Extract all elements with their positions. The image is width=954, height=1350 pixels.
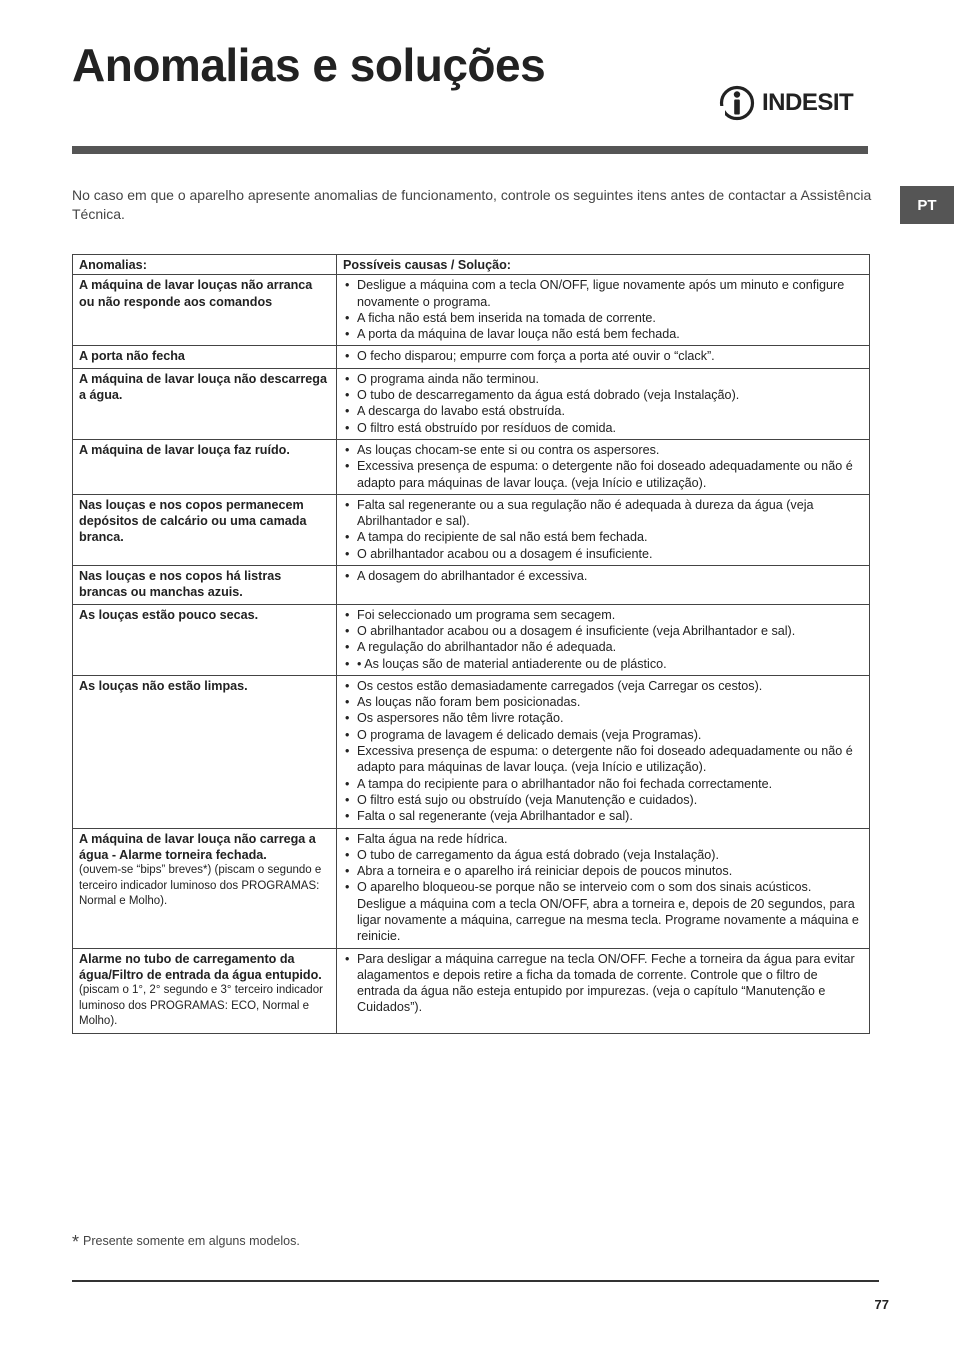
anomaly-note: (ouvem-se “bips” breves*) (piscam o segundo e terceiro indicador luminoso dos PROGRAMAS: Normal e Molho). bbox=[79, 864, 322, 908]
cause-item: • • As louças são de material antiaderente ou de plástico. bbox=[343, 656, 863, 672]
anomaly-title: A máquina de lavar louça faz ruído. bbox=[79, 442, 290, 457]
cause-item: • O filtro está obstruído por resíduos de comida. bbox=[343, 420, 863, 436]
anomaly-cell bbox=[73, 275, 337, 346]
causes-list bbox=[343, 371, 863, 436]
causes-list bbox=[343, 497, 863, 562]
anomaly-title: A máquina de lavar louça não carrega a água - Alarme torneira fechada. bbox=[79, 831, 316, 862]
causes-list bbox=[343, 607, 863, 672]
table-header-row bbox=[73, 255, 870, 275]
cause-item: • Os aspersores não têm livre rotação. bbox=[343, 710, 863, 726]
cause-item: • Os cestos estão demasiadamente carregados (veja Carregar os cestos). bbox=[343, 678, 863, 694]
cause-item: • O programa de lavagem é delicado demais (veja Programas). bbox=[343, 727, 863, 743]
anomaly-cell bbox=[73, 675, 337, 828]
table-row bbox=[73, 675, 870, 828]
anomaly-title: A porta não fecha bbox=[79, 349, 185, 364]
table-row bbox=[73, 828, 870, 948]
cause-item: • A tampa do recipiente de sal não está bem fechada. bbox=[343, 529, 863, 545]
causes-list bbox=[343, 568, 863, 584]
indesit-i-logo-icon bbox=[718, 83, 756, 123]
causes-cell bbox=[337, 828, 870, 948]
anomaly-title: Nas louças e nos copos permanecem depósitos de calcário ou uma camada branca. bbox=[79, 497, 307, 545]
causes-cell bbox=[337, 948, 870, 1033]
cause-item: • Excessiva presença de espuma: o detergente não foi doseado adequadamente ou não é adapto para máquinas de lavar louça. (veja Início e utilização). bbox=[343, 458, 863, 491]
cause-item: • O fecho disparou; empurre com força a porta até ouvir o “clack”. bbox=[343, 348, 863, 364]
table-row bbox=[73, 439, 870, 494]
footnote bbox=[72, 1232, 300, 1253]
causes-list bbox=[343, 348, 863, 364]
table-row bbox=[73, 368, 870, 439]
table-row bbox=[73, 604, 870, 675]
cause-item: • Desligue a máquina com a tecla ON/OFF, ligue novamente após um minuto e configure novamente o programa. bbox=[343, 277, 863, 310]
language-tab: PT bbox=[900, 186, 954, 224]
cause-item: • Abra a torneira e o aparelho irá reiniciar depois de poucos minutos. bbox=[343, 863, 863, 879]
cause-item: • As louças não foram bem posicionadas. bbox=[343, 694, 863, 710]
causes-list bbox=[343, 277, 863, 342]
cause-item: • Falta água na rede hídrica. bbox=[343, 831, 863, 847]
cause-item: • A descarga do lavabo está obstruída. bbox=[343, 403, 863, 419]
causes-cell bbox=[337, 494, 870, 565]
table-row bbox=[73, 346, 870, 368]
anomaly-cell bbox=[73, 604, 337, 675]
troubleshooting-table bbox=[72, 254, 870, 1034]
anomaly-title: As louças estão pouco secas. bbox=[79, 607, 259, 622]
anomaly-title: Nas louças e nos copos há listras brancas ou manchas azuis. bbox=[79, 569, 282, 600]
cause-item: • Falta sal regenerante ou a sua regulação não é adequada à dureza da água (veja Abrilhantador e sal). bbox=[343, 497, 863, 530]
causes-list bbox=[343, 678, 863, 825]
cause-item: • O aparelho bloqueou-se porque não se interveio com o som dos sinais acústicos. Desligue a máquina com a tecla ON/OFF, abra a torneira e, depois de 20 segundos, para ligar novamente a máquina, carregue na mesma tecla. Programe novamente a máquina e reinicie. bbox=[343, 879, 863, 944]
causes-cell bbox=[337, 566, 870, 605]
anomaly-title: As louças não estão limpas. bbox=[79, 678, 248, 693]
cause-item: • O tubo de carregamento da água está dobrado (veja Instalação). bbox=[343, 847, 863, 863]
footnote-text: Presente somente em alguns modelos. bbox=[83, 1234, 300, 1248]
anomaly-title: Alarme no tubo de carregamento da água/Filtro de entrada da água entupido. bbox=[79, 951, 322, 982]
causes-list bbox=[343, 951, 863, 1016]
anomaly-note: (piscam o 1°, 2° segundo e 3° terceiro indicador luminoso dos PROGRAMAS: ECO, Normal e Molho). bbox=[79, 984, 323, 1028]
cause-item: • A porta da máquina de lavar louça não está bem fechada. bbox=[343, 326, 863, 342]
cause-item: • O abrilhantador acabou ou a dosagem é insuficiente (veja Abrilhantador e sal). bbox=[343, 623, 863, 639]
causes-cell bbox=[337, 368, 870, 439]
causes-list bbox=[343, 831, 863, 945]
table-row bbox=[73, 494, 870, 565]
table-body bbox=[73, 275, 870, 1033]
header-causes: Possíveis causas / Solução: bbox=[337, 255, 870, 275]
causes-cell bbox=[337, 439, 870, 494]
footer-divider bbox=[72, 1280, 879, 1282]
brand-name: INDESIT bbox=[762, 89, 854, 116]
cause-item: • O tubo de descarregamento da água está dobrado (veja Instalação). bbox=[343, 387, 863, 403]
anomaly-cell bbox=[73, 948, 337, 1033]
cause-item: • As louças chocam-se ente si ou contra os aspersores. bbox=[343, 442, 863, 458]
anomaly-cell bbox=[73, 439, 337, 494]
anomaly-cell bbox=[73, 368, 337, 439]
cause-item: • O filtro está sujo ou obstruído (veja Manutenção e cuidados). bbox=[343, 792, 863, 808]
page-title: Anomalias e soluções bbox=[72, 39, 546, 91]
anomaly-title: A máquina de lavar louça não descarrega a água. bbox=[79, 371, 328, 403]
page-number: 77 bbox=[874, 1297, 889, 1312]
causes-cell bbox=[337, 275, 870, 346]
table-row bbox=[73, 566, 870, 605]
title-divider bbox=[72, 146, 868, 154]
cause-item: • Para desligar a máquina carregue na tecla ON/OFF. Feche a torneira da água para evitar alagamentos e depois retire a ficha da tomada de corrente. Controle que o filtro de entrada da água não esteja entupido por impurezas. (veja o capítulo “Manutenção e Cuidados”). bbox=[343, 951, 863, 1016]
anomaly-cell bbox=[73, 494, 337, 565]
anomaly-cell bbox=[73, 566, 337, 605]
anomaly-cell bbox=[73, 346, 337, 368]
intro-text: No caso em que o aparelho apresente anomalias de funcionamento, controle os seguintes itens antes de contactar a Assistência Técnica. bbox=[72, 187, 872, 222]
anomaly-cell bbox=[73, 828, 337, 948]
footnote-marker: * bbox=[72, 1232, 80, 1252]
cause-item: • A tampa do recipiente para o abrilhantador não foi fechada correctamente. bbox=[343, 776, 863, 792]
causes-cell bbox=[337, 604, 870, 675]
cause-item: • Foi seleccionado um programa sem secagem. bbox=[343, 607, 863, 623]
causes-cell bbox=[337, 675, 870, 828]
anomaly-title: A máquina de lavar louças não arranca ou não responde aos comandos bbox=[79, 278, 313, 309]
table-row bbox=[73, 275, 870, 346]
cause-item: • O abrilhantador acabou ou a dosagem é insuficiente. bbox=[343, 546, 863, 562]
cause-item: • A ficha não está bem inserida na tomada de corrente. bbox=[343, 310, 863, 326]
header-anomalies: Anomalias: bbox=[73, 255, 337, 275]
causes-list bbox=[343, 442, 863, 491]
brand-logo bbox=[718, 83, 853, 123]
cause-item: • A regulação do abrilhantador não é adequada. bbox=[343, 639, 863, 655]
cause-item: • Excessiva presença de espuma: o detergente não foi doseado adequadamente ou não é adapto para máquinas de lavar louça. (veja Início e utilização). bbox=[343, 743, 863, 776]
cause-item: • A dosagem do abrilhantador é excessiva. bbox=[343, 568, 863, 584]
table-row bbox=[73, 948, 870, 1033]
cause-item: • O programa ainda não terminou. bbox=[343, 371, 863, 387]
causes-cell bbox=[337, 346, 870, 368]
cause-item: • Falta o sal regenerante (veja Abrilhantador e sal). bbox=[343, 808, 863, 824]
